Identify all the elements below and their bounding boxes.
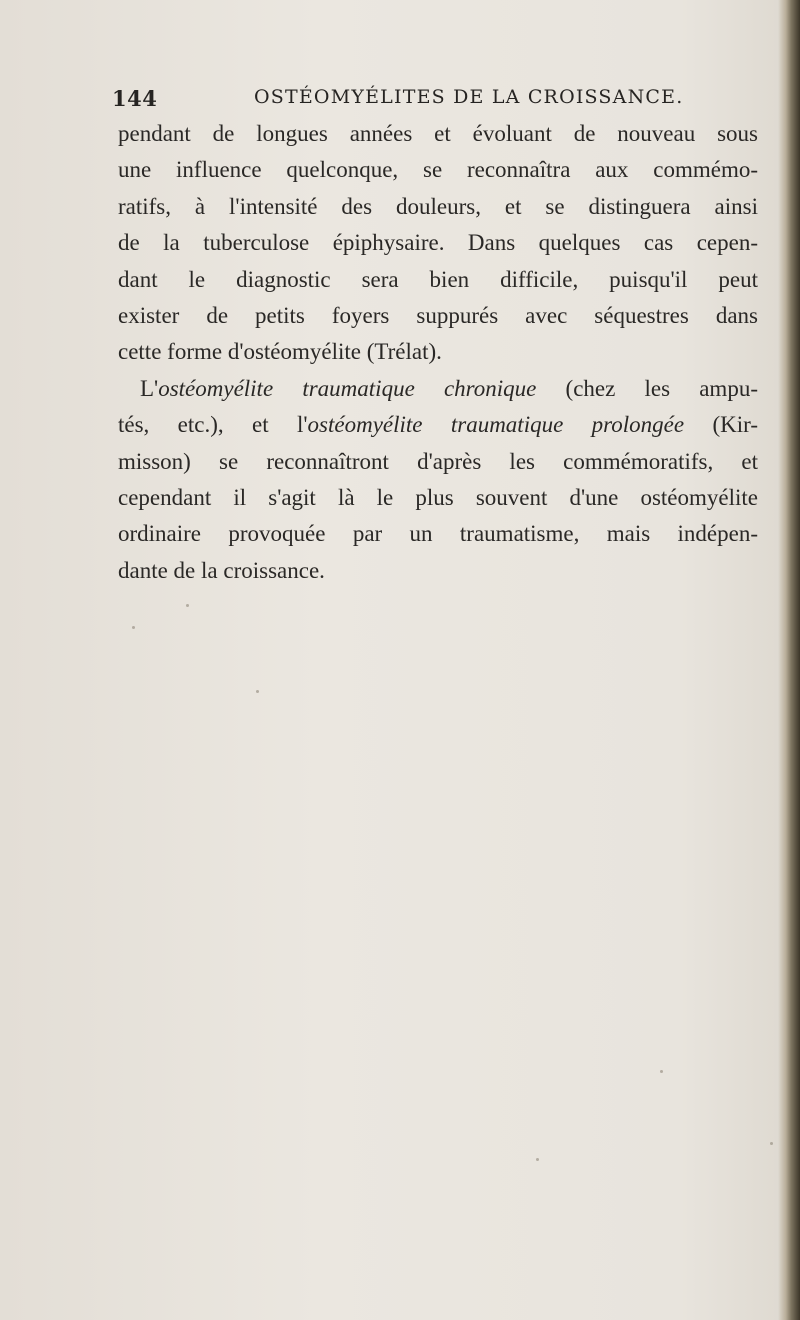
paper-speck	[536, 1158, 539, 1161]
text-line: dant le diagnostic sera bien difficile, puisqu'il peut	[118, 266, 758, 292]
text-fragment: (chez les ampu-	[536, 375, 758, 401]
text-line: une influence quelconque, se reconnaîtra aux commémo-	[118, 157, 758, 183]
text-line: dante de la croissance.	[118, 557, 325, 583]
page-number: 144	[112, 86, 158, 111]
text-fragment: tés, etc.), et l'	[118, 412, 308, 438]
text-line: ordinaire provoquée par un traumatisme, mais indépen-	[118, 521, 758, 547]
italic-term: ostéomyélite traumatique prolongée	[307, 412, 685, 438]
paper-speck	[660, 1070, 663, 1073]
paper-speck	[132, 626, 135, 629]
text-line	[118, 371, 758, 407]
text-line: misson) se reconnaîtront d'après les commémoratifs, et	[118, 448, 758, 474]
paper-speck	[770, 1142, 773, 1145]
text-line: pendant de longues années et évoluant de nouveau sous	[118, 121, 758, 146]
text-line: cependant il s'agit là le plus souvent d'une ostéomyélite	[118, 484, 758, 510]
page-edge-shadow	[778, 0, 800, 1320]
text-line: ratifs, à l'intensité des douleurs, et se distinguera ainsi	[118, 193, 758, 219]
body-text	[118, 116, 758, 589]
text-fragment: L'	[140, 375, 159, 401]
paper-speck	[256, 690, 259, 693]
paper-speck	[186, 604, 189, 607]
text-fragment: (Kir-	[684, 412, 758, 438]
running-head: OSTÉOMYÉLITES DE LA CROISSANCE.	[254, 86, 684, 108]
italic-term: ostéomyélite traumatique chronique	[158, 375, 537, 401]
text-line	[118, 407, 758, 443]
text-line: de la tuberculose épiphysaire. Dans quelques cas cepen-	[118, 230, 758, 256]
text-line: exister de petits foyers suppurés avec séquestres dans	[118, 302, 758, 328]
text-line: cette forme d'ostéomyélite (Trélat).	[118, 339, 442, 365]
